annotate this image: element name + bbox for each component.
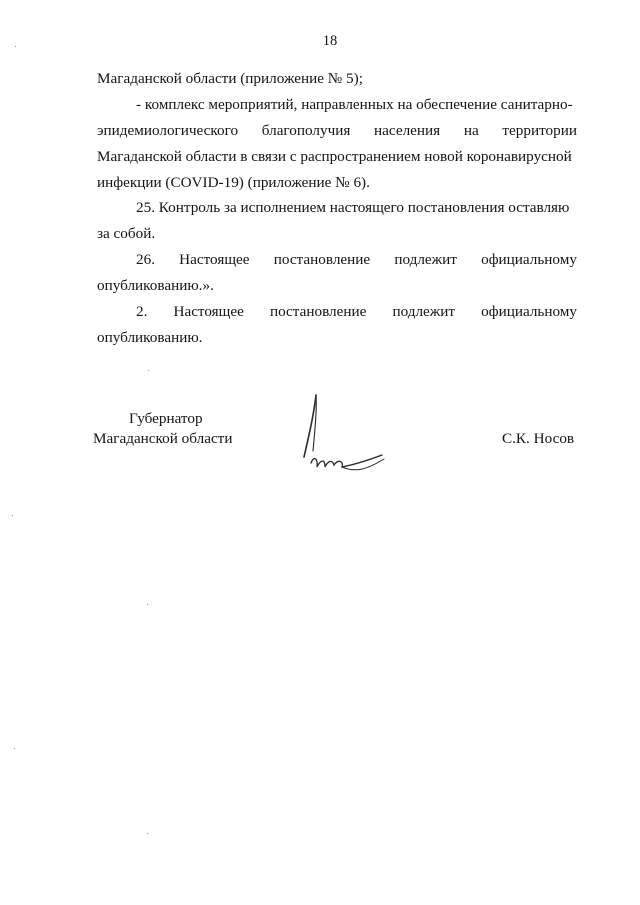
word: постановление: [269, 303, 367, 320]
scan-speck: [147, 833, 148, 834]
paragraph-appendix-5: [97, 66, 577, 92]
text-line: Магаданской области в связи с распространением новой коронавирусной: [97, 148, 572, 165]
signer-name: С.К. Носов: [502, 430, 575, 447]
word: официальному: [481, 303, 577, 320]
word: Настоящее: [179, 251, 250, 268]
paragraph-measures-complex: [97, 92, 577, 196]
handwritten-signature: [290, 385, 400, 485]
word: 26.: [136, 251, 155, 268]
text-line: 25. Контроль за исполнением настоящего постановления оставляю: [136, 199, 570, 216]
text-line: опубликованию.: [97, 329, 203, 346]
scan-speck: [147, 604, 148, 605]
word: постановление: [273, 251, 371, 268]
text-line: инфекции (COVID-19) (приложение № 6).: [97, 174, 370, 191]
word: официальному: [481, 251, 577, 268]
text-line: - комплекс мероприятий, направленных на обеспечение санитарно-: [136, 96, 573, 113]
word: подлежит: [392, 303, 456, 320]
paragraph-item-26: [97, 247, 577, 299]
scan-speck: [15, 46, 16, 47]
text-line-justified: [97, 118, 577, 144]
text-line: Магаданской области (приложение № 5);: [97, 70, 363, 87]
word: на: [463, 122, 479, 139]
scan-speck: [12, 515, 13, 516]
text-line-justified: [97, 247, 577, 273]
scan-speck: [148, 370, 149, 371]
word: 2.: [136, 303, 148, 320]
paragraph-item-25: [97, 195, 577, 247]
text-line: опубликованию.».: [97, 277, 214, 294]
word: территории: [502, 122, 577, 139]
text-line-justified: [97, 299, 577, 325]
signer-region: Магаданской области: [93, 430, 233, 447]
word: подлежит: [394, 251, 457, 268]
signer-position: Губернатор: [129, 410, 203, 427]
text-line: за собой.: [97, 225, 156, 242]
paragraph-item-2: [97, 299, 577, 351]
word: Настоящее: [173, 303, 244, 320]
page-number: 18: [322, 33, 338, 49]
word: эпидемиологического: [97, 122, 239, 139]
word: населения: [374, 122, 441, 139]
scan-speck: [14, 748, 15, 749]
word: благополучия: [261, 122, 351, 139]
signer-title: [93, 409, 233, 449]
